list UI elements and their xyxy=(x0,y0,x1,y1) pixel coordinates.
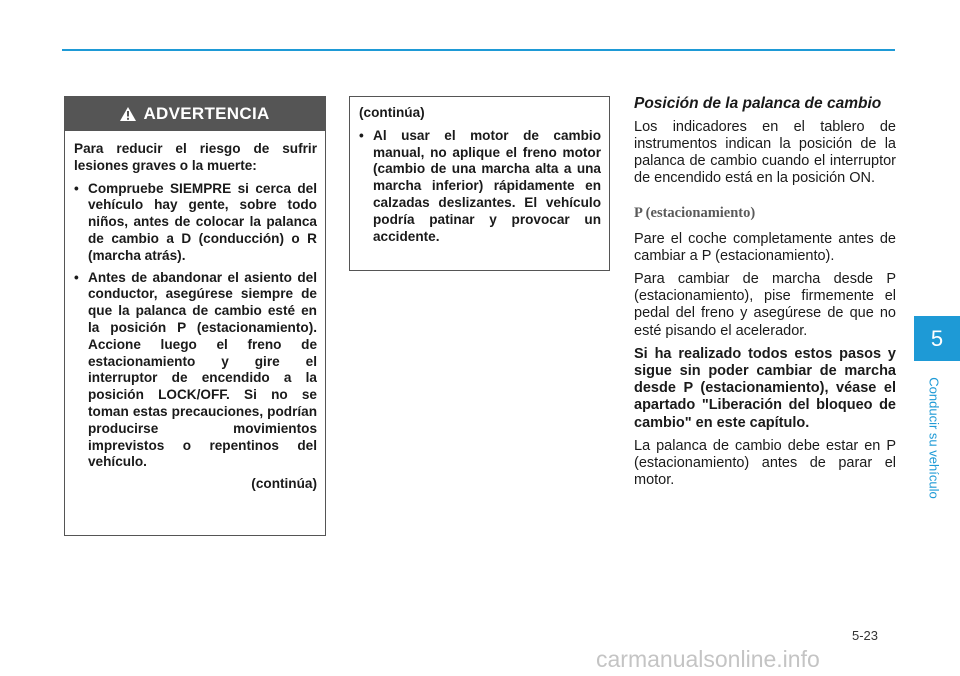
section-paragraph: Pare el coche completamente antes de cambiar a P (estacionamiento). xyxy=(634,230,896,264)
chapter-number-tab: 5 xyxy=(914,316,960,361)
watermark: carmanualsonline.info xyxy=(596,646,820,672)
warning-triangle-icon xyxy=(120,107,136,121)
continued-box xyxy=(349,96,610,271)
warning-bullet-text: Compruebe SIEMPRE si cerca del vehículo hay gente, sobre todo niños, antes de colocar la palanca de cambio a D (conducción) o R (marcha atrás). xyxy=(88,180,317,263)
continued-bullet xyxy=(359,128,601,246)
continued-bullet-text: Al usar el motor de cambio manual, no aplique el freno motor (cambio de una marcha alta a una marcha inferior) rápidamente en calzadas deslizantes. El vehículo podría patinar y provocar un accidente. xyxy=(373,127,601,244)
bullet-dot: • xyxy=(74,180,79,196)
warning-body xyxy=(65,131,325,493)
warning-box xyxy=(64,96,326,536)
bullet-dot: • xyxy=(74,269,79,285)
warning-bullet xyxy=(74,270,317,472)
section-column xyxy=(634,95,896,495)
chapter-label-text: Conducir su vehículo xyxy=(926,377,942,499)
chapter-label xyxy=(926,368,942,508)
section-paragraph-bold: Si ha realizado todos estos pasos y sigue sin poder cambiar de marcha desde P (estacionamiento), véase el apartado "Liberación del bloqueo de cambio" en este capítulo. xyxy=(634,345,896,431)
continued-heading: (continúa) xyxy=(359,105,425,120)
bullet-dot: • xyxy=(359,127,364,143)
top-rule xyxy=(62,49,895,51)
section-title: Posición de la palanca de cambio xyxy=(634,95,882,112)
warning-bullet xyxy=(74,181,317,265)
warning-intro: Para reducir el riesgo de sufrir lesiones graves o la muerte: xyxy=(74,141,317,173)
section-paragraph: Para cambiar de marcha desde P (estacionamiento), pise firmemente el pedal del freno y asegúrese de que no esté pisando el acelerador. xyxy=(634,270,896,339)
section-paragraph: La palanca de cambio debe estar en P (estacionamiento) antes de parar el motor. xyxy=(634,437,896,489)
page-number: 5-23 xyxy=(852,628,879,643)
warning-continues: (continúa) xyxy=(251,476,317,492)
section-subhead: P (estacionamiento) xyxy=(634,205,756,222)
warning-header xyxy=(65,97,325,131)
section-intro: Los indicadores en el tablero de instrumentos indican la posición de la palanca de cambio cuando el interruptor de encendido está en la posición ON. xyxy=(634,118,896,187)
warning-bullet-text: Antes de abandonar el asiento del conductor, asegúrese siempre de que la palanca de cambio esté en la posición P (estacionamiento). Accione luego el freno de estacionamiento y gire el interruptor de encendido a la posición LOCK/OFF. Si no se toman estas precauciones, podrían producirse movimientos imprevistos o repentinos del vehículo. xyxy=(88,269,317,470)
warning-title: ADVERTENCIA xyxy=(143,104,270,123)
